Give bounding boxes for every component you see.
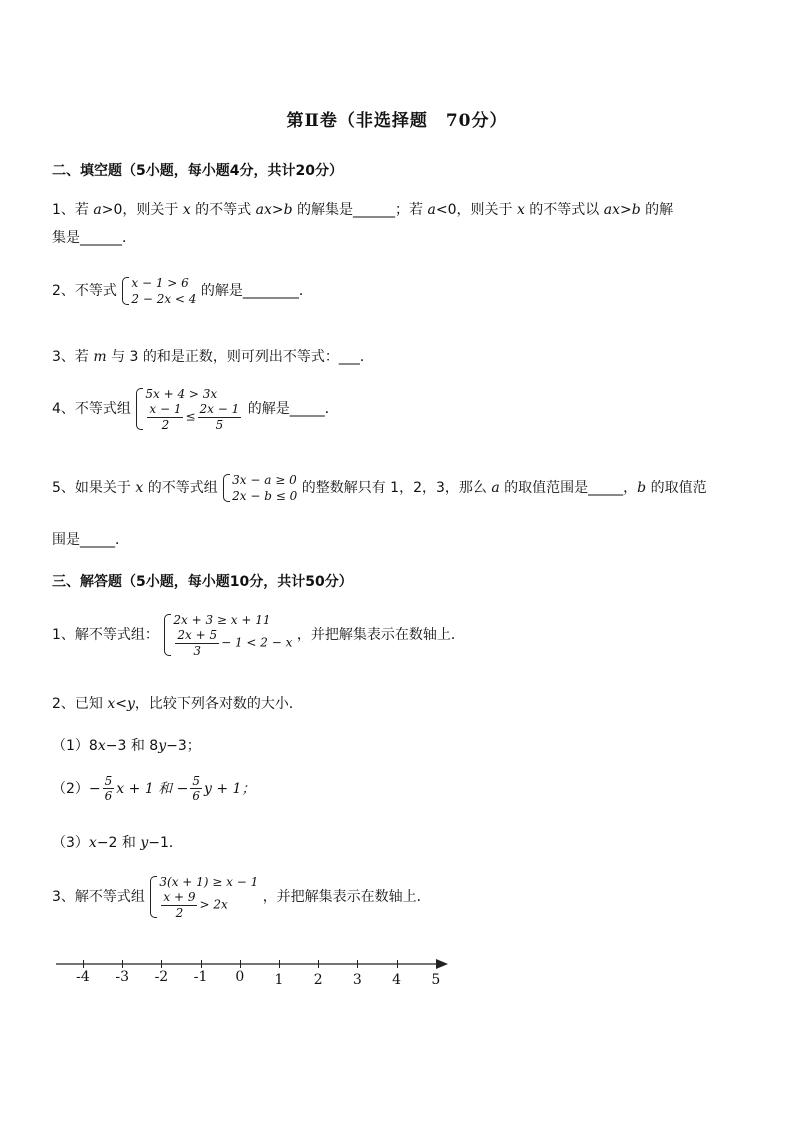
number-line-label: -1 — [193, 969, 208, 985]
number-line-tick — [279, 960, 280, 968]
number-line-label: -2 — [154, 969, 169, 985]
denominator: 6 — [192, 789, 201, 804]
text: > 2x — [199, 897, 228, 912]
number-line-tick — [436, 960, 437, 968]
expr-ax: ax — [603, 202, 620, 218]
number-line-label: 5 — [431, 972, 441, 988]
question-2-2 — [52, 275, 313, 307]
question-2-5 — [52, 472, 707, 504]
text: − — [88, 780, 101, 797]
text: ，并把解集表示在数轴上． — [262, 888, 431, 905]
fraction — [175, 628, 219, 658]
numerator: 5 — [192, 774, 201, 788]
numerator: 5 — [104, 774, 113, 788]
text: > — [271, 202, 284, 218]
question-2-3 — [52, 346, 374, 366]
var-x: x — [107, 696, 116, 712]
var-m: m — [93, 349, 107, 365]
numerator: x + 9 — [163, 890, 196, 905]
system-row: 3x − a ≥ 0 — [232, 473, 297, 487]
question-3-2-sub1 — [52, 735, 201, 755]
text: −2 和 — [96, 835, 141, 851]
number-line-label: 3 — [352, 972, 362, 988]
text: 的解集是______；若 — [292, 202, 428, 218]
fraction — [190, 774, 202, 804]
question-3-3 — [52, 874, 431, 920]
var-a: a — [491, 480, 500, 497]
expr-ax: ax — [255, 202, 272, 218]
text: y + 1； — [204, 780, 256, 797]
text: 的不等式组 — [143, 480, 218, 497]
var-x: x — [516, 202, 525, 218]
fraction — [198, 402, 242, 432]
text: −3； — [166, 738, 201, 754]
text: （3） — [52, 835, 89, 851]
text: 的不等式以 — [524, 202, 604, 218]
text: （2） — [52, 780, 89, 797]
text: 的解是________． — [200, 283, 313, 300]
inequality-system — [149, 874, 258, 920]
text: 的解是_____． — [247, 400, 339, 417]
text: 的不等式 — [190, 202, 256, 218]
text: 8 — [88, 738, 98, 754]
text: 2、不等式 — [52, 283, 117, 300]
var-b: b — [283, 202, 293, 218]
section-heading-solve: 三、解答题（5小题，每小题10分，共计50分） — [52, 574, 353, 590]
question-2-4 — [52, 386, 339, 432]
denominator: 2 — [161, 417, 170, 432]
text: x + 1 和 − — [116, 780, 189, 797]
number-line-tick — [397, 960, 398, 968]
denominator: 5 — [215, 417, 224, 432]
text: 与 3 的和是正数，则可列出不等式：___． — [106, 349, 374, 365]
number-line — [56, 955, 448, 995]
number-line-tick — [122, 960, 123, 968]
text: 的取值范围是_____， — [499, 480, 638, 497]
number-line-label: -4 — [76, 969, 90, 985]
number-line-tick — [357, 960, 358, 968]
question-3-2-sub2 — [52, 774, 255, 804]
numerator: 2x + 5 — [177, 628, 218, 643]
denominator: 2 — [175, 905, 184, 920]
text: >0，则关于 — [101, 202, 183, 218]
relation: < — [115, 696, 127, 712]
var-x: x — [88, 835, 97, 851]
number-line-tick — [161, 960, 162, 968]
var-y: y — [158, 738, 167, 754]
system-row: 2x + 3 ≥ x + 11 — [173, 613, 271, 627]
fraction — [161, 890, 197, 920]
question-3-1 — [52, 612, 465, 658]
text: > — [620, 202, 632, 218]
number-line-label: 4 — [392, 972, 402, 988]
var-y: y — [140, 835, 149, 851]
system-row — [173, 628, 292, 658]
inequality-system — [135, 386, 243, 432]
number-line-label: -3 — [115, 969, 130, 985]
relation: ≤ — [185, 409, 196, 424]
var-x: x — [182, 202, 191, 218]
text: 3、若 — [52, 349, 94, 365]
system-row: x − 1 > 6 — [131, 276, 189, 290]
number-line-tick — [240, 960, 241, 968]
text: ，并把解集表示在数轴上． — [296, 626, 465, 643]
numerator: 2x − 1 — [199, 402, 240, 417]
var-b: b — [631, 202, 641, 218]
var-y: y — [127, 696, 135, 712]
system-row: 2 − 2x < 4 — [131, 292, 197, 307]
system-row: 2x − b ≤ 0 — [232, 489, 298, 504]
question-2-5-cont: 围是_____． — [52, 532, 129, 548]
inequality-system — [163, 612, 292, 658]
denominator: 6 — [104, 789, 113, 804]
inequality-system — [222, 472, 297, 504]
system-row — [145, 402, 243, 432]
var-b: b — [637, 480, 647, 497]
var-x: x — [135, 480, 144, 497]
text: − 1 < 2 − x — [221, 635, 293, 650]
text: ，比较下列各对数的大小． — [134, 696, 303, 712]
text: 3、解不等式组 — [52, 888, 145, 905]
number-line-tick — [318, 960, 319, 968]
number-line-label: 0 — [235, 969, 245, 985]
text: 2、已知 — [52, 696, 108, 712]
text: −1． — [148, 835, 183, 851]
text: 的整数解只有 1，2，3，那么 — [301, 480, 492, 497]
var-x: x — [97, 738, 106, 754]
number-line-tick — [201, 960, 202, 968]
text: 的解 — [640, 202, 674, 218]
numerator: x − 1 — [149, 402, 182, 417]
text: 1、解不等式组： — [52, 626, 159, 643]
inequality-system — [121, 275, 196, 307]
number-line-label: 1 — [274, 972, 284, 988]
section-heading-fill-in: 二、填空题（5小题，每小题4分，共计20分） — [52, 163, 343, 179]
denominator: 3 — [193, 643, 202, 658]
text: （1） — [52, 738, 89, 754]
var-a: a — [427, 202, 436, 218]
number-line-label: 2 — [313, 972, 323, 988]
text: 的取值范 — [646, 480, 707, 497]
page-title: 第Ⅱ卷（非选择题 70分） — [286, 111, 508, 131]
system-row — [159, 890, 258, 920]
system-row: 5x + 4 > 3x — [145, 387, 218, 401]
question-2-1 — [52, 199, 673, 219]
number-line-tick — [83, 960, 84, 968]
fraction — [147, 402, 183, 432]
text: −3 和 8 — [105, 738, 159, 754]
var-a: a — [93, 202, 102, 218]
question-3-2 — [52, 693, 303, 713]
fraction — [103, 774, 115, 804]
question-2-1-cont: 集是______． — [52, 230, 136, 246]
arrow-icon — [436, 959, 448, 969]
text: 4、不等式组 — [52, 400, 131, 417]
text: 5、如果关于 — [52, 480, 136, 497]
text: <0，则关于 — [435, 202, 517, 218]
question-3-2-sub3 — [52, 832, 183, 852]
text: 1、若 — [52, 202, 94, 218]
system-row: 3(x + 1) ≥ x − 1 — [159, 875, 259, 889]
